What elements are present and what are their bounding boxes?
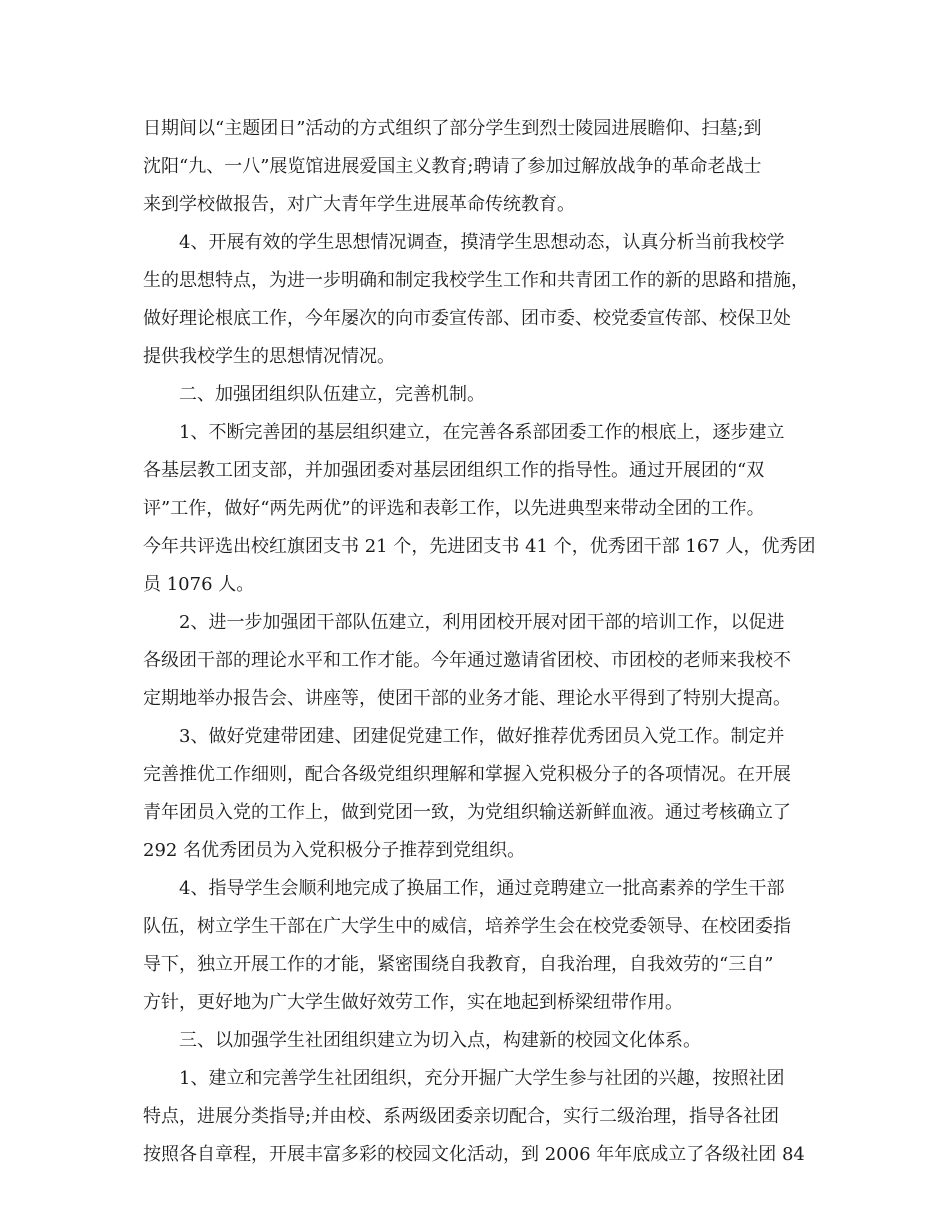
text-line: 青年团员入党的工作上，做到党团一致，为党组织输送新鲜血液。通过考核确立了 [143, 802, 791, 823]
text-line: 生的思想特点，为进一步明确和制定我校学生工作和共青团工作的新的思路和措施， [143, 270, 809, 291]
text-line: 提供我校学生的思想情况情况。 [143, 346, 395, 367]
text-line: 方针，更好地为广大学生做好效劳工作，实在地起到桥梁纽带作用。 [143, 992, 683, 1013]
paragraph-first-line: 2、进一步加强团干部队伍建立，利用团校开展对团干部的培训工作，以促进 [179, 612, 785, 633]
text-line: 定期地举办报告会、讲座等，使团干部的业务才能、理论水平得到了特别大提高。 [143, 688, 791, 709]
paragraph-first-line: 4、开展有效的学生思想情况调查，摸清学生思想动态，认真分析当前我校学 [179, 232, 785, 253]
text-line: 日期间以“主题团日”活动的方式组织了部分学生到烈士陵园进展瞻仰、扫墓;到 [143, 118, 762, 139]
text-line: 导下，独立开展工作的才能，紧密围绕自我教育，自我治理，自我效劳的“三自” [143, 954, 774, 975]
text-line: 今年共评选出校红旗团支书 21 个，先进团支书 41 个，优秀团干部 167 人，优秀团 [143, 536, 816, 557]
text-line: 做好理论根底工作，今年屡次的向市委宣传部、团市委、校党委宣传部、校保卫处 [143, 308, 791, 329]
text-line: 特点，进展分类指导;并由校、系两级团委亲切配合，实行二级治理，指导各社团 [143, 1106, 780, 1127]
paragraph-first-line: 3、做好党建带团建、团建促党建工作，做好推荐优秀团员入党工作。制定并 [179, 726, 785, 747]
text-line: 来到学校做报告，对广大青年学生进展革命传统教育。 [143, 194, 575, 215]
text-line: 各级团干部的理论水平和工作才能。今年通过邀请省团校、市团校的老师来我校不 [143, 650, 791, 671]
document-body [143, 110, 823, 1174]
text-line: 员 1076 人。 [143, 574, 255, 595]
paragraph-first-line: 1、建立和完善学生社团组织，充分开掘广大学生参与社团的兴趣，按照社团 [179, 1068, 785, 1089]
paragraph-first-line: 二、加强团组织队伍建立，完善机制。 [179, 384, 485, 405]
text-line: 按照各自章程，开展丰富多彩的校园文化活动，到 2006 年年底成立了各级社团 84 [143, 1144, 805, 1165]
paragraph-first-line: 三、以加强学生社团组织建立为切入点，构建新的校园文化体系。 [179, 1030, 701, 1051]
text-line: 评”工作，做好“两先两优”的评选和表彰工作，以先进典型来带动全团的工作。 [143, 498, 765, 519]
text-line: 完善推优工作细则，配合各级党组织理解和掌握入党积极分子的各项情况。在开展 [143, 764, 791, 785]
text-line: 292 名优秀团员为入党积极分子推荐到党组织。 [143, 840, 526, 861]
text-line: 沈阳“九、一八”展览馆进展爱国主义教育;聘请了参加过解放战争的革命老战士 [143, 156, 762, 177]
text-line: 各基层教工团支部，并加强团委对基层团组织工作的指导性。通过开展团的“双 [143, 460, 765, 481]
text-line: 队伍，树立学生干部在广大学生中的威信，培养学生会在校党委领导、在校团委指 [143, 916, 791, 937]
paragraph-first-line: 4、指导学生会顺利地完成了换届工作，通过竞聘建立一批高素养的学生干部 [179, 878, 785, 899]
paragraph-first-line: 1、不断完善团的基层组织建立，在完善各系部团委工作的根底上，逐步建立 [179, 422, 785, 443]
